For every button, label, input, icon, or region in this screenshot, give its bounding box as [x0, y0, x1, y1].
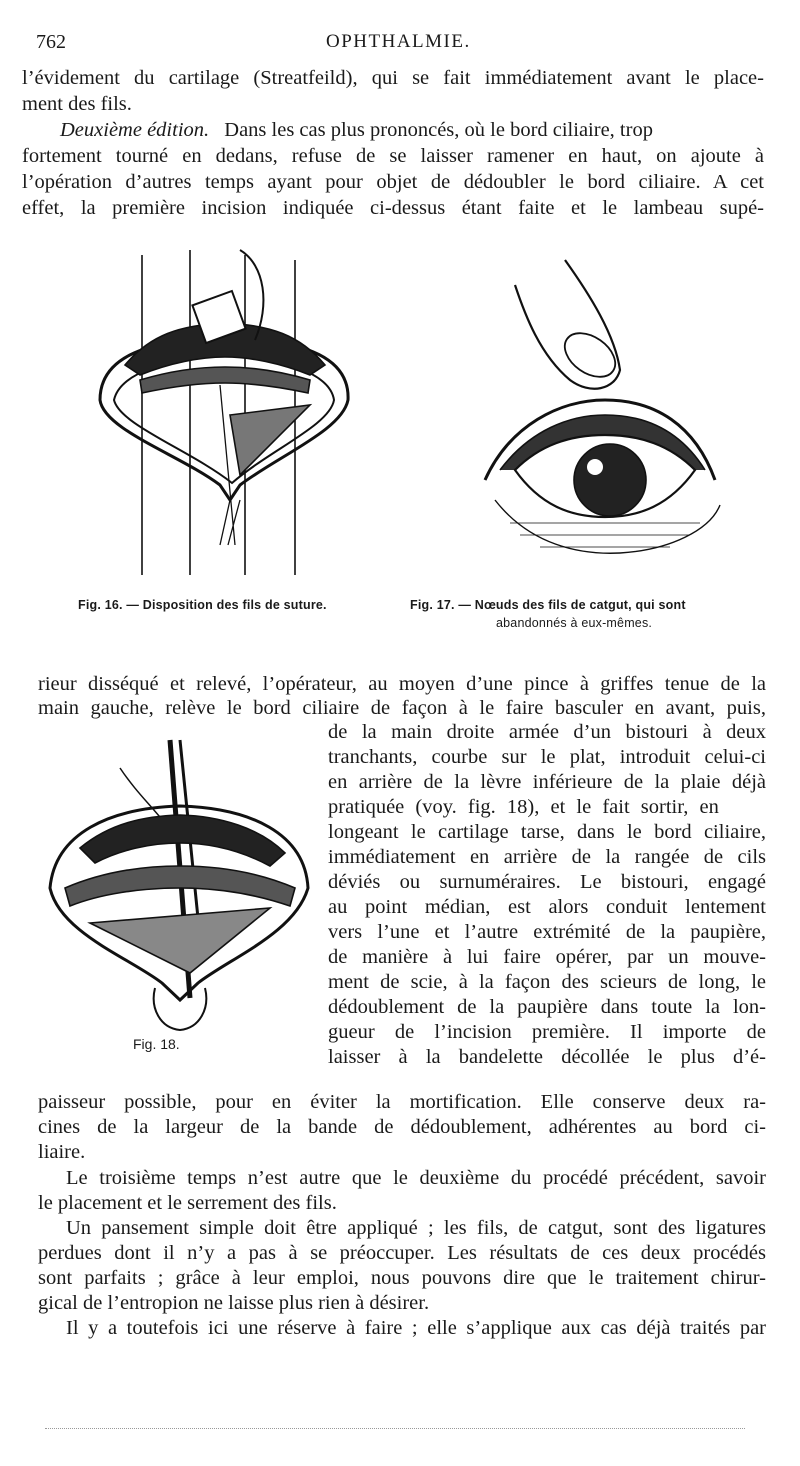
text-line: effet, la première incision indiquée ci-dessus étant faite et le lambeau supé-: [22, 197, 764, 219]
text-line: main gauche, relève le bord ciliaire de façon à le faire basculer en avant, puis,: [38, 697, 766, 719]
page-bottom-rule: [45, 1428, 745, 1429]
text-line-with-prefix: [328, 795, 766, 819]
text-line: Le troisième temps n’est autre que le deuxième du procédé précédent, savoir: [66, 1167, 766, 1189]
after-figure-lines: [38, 1090, 766, 1170]
text-line: au point médian, est alors conduit lentement: [328, 896, 766, 918]
narrow-text-column: [328, 720, 766, 1080]
running-title: OPHTHALMIE.: [326, 31, 471, 52]
text-line: l’évidement du cartilage (Streatfeild), qui se fait immédiatement avant le place-: [22, 67, 764, 89]
text-line: ment des fils.: [22, 93, 132, 115]
text-line: vers l’une et l’autre extrémité de la paupière,: [328, 921, 766, 943]
text-line: dédoublement de la paupière dans toute la lon-: [328, 996, 766, 1018]
running-header: [36, 30, 766, 56]
text-line: liaire.: [38, 1141, 86, 1163]
fig17-caption-line1: Fig. 17. — Nœuds des fils de catgut, qui sont: [410, 598, 686, 612]
fig17-caption-line2: abandonnés à eux-mêmes.: [496, 616, 653, 630]
text-line: perdues dont il n’y a pas à se préoccuper. Les résultats de ces deux procédés: [38, 1242, 766, 1264]
text-line: ment de scie, à la façon des scieurs de long, le: [328, 971, 766, 993]
italic-lead: Deuxième édition.: [60, 119, 210, 141]
text-line: cines de la largeur de la bande de dédoublement, adhérentes au bord ci-: [38, 1116, 766, 1138]
text-span: (voy. fig. 18), et le fait sortir, en: [415, 796, 719, 818]
text-line: laisser à la bandelette décollée le plus d’é-: [328, 1046, 766, 1068]
text-line: tranchants, courbe sur le plat, introduit celui-ci: [328, 746, 766, 768]
fig18-caption: Fig. 18.: [133, 1036, 180, 1052]
text-line: rieur disséqué et relevé, l’opérateur, au moyen d’une pince à griffes tenue de la: [38, 673, 766, 695]
fig16-illustration: [80, 245, 370, 585]
text-span: pratiquée: [328, 796, 405, 818]
text-line: Il y a toutefois ici une réserve à faire ; elle s’applique aux cas déjà traités par: [66, 1317, 766, 1339]
fig16-caption: Fig. 16. — Disposition des fils de suture.: [78, 598, 327, 612]
text-line: sont parfaits ; grâce à leur emploi, nous pouvons dire que le traitement chirur-: [38, 1267, 766, 1289]
text-line: gical de l’entropion ne laisse plus rien à désirer.: [38, 1292, 430, 1314]
top-paragraph: [22, 66, 764, 226]
text-line: Un pansement simple doit être appliqué ; les fils, de catgut, sont des ligatures: [66, 1217, 766, 1239]
bottom-paragraphs: [38, 1166, 766, 1366]
text-line: de la main droite armée d’un bistouri à deux: [328, 721, 766, 743]
text-line: fortement tourné en dedans, refuse de se laisser ramener en haut, on ajoute à: [22, 145, 764, 167]
text-line: paisseur possible, pour en éviter la mortification. Elle conserve deux ra-: [38, 1091, 766, 1113]
text-line: immédiatement en arrière de la rangée de cils: [328, 846, 766, 868]
text-line-with-lead: [60, 118, 764, 142]
fig17-illustration: [470, 255, 730, 585]
text-line: de manière à lui faire opérer, par un mouve-: [328, 946, 766, 968]
fig18-illustration: [40, 738, 320, 1038]
text-line: en arrière de la lèvre inférieure de la plaie déjà: [328, 771, 766, 793]
text-line: gueur de l’incision première. Il importe de: [328, 1021, 766, 1043]
text-line: le placement et le serrement des fils.: [38, 1192, 337, 1214]
page-number: 762: [36, 31, 66, 53]
text-line: l’opération d’autres temps ayant pour objet de dédoubler le bord ciliaire. A cet: [22, 171, 764, 193]
text-line: longeant le cartilage tarse, dans le bord ciliaire,: [328, 821, 766, 843]
text-span: Dans les cas plus prononcés, où le bord ciliaire, trop: [224, 119, 653, 141]
text-line: déviés ou surnuméraires. Le bistouri, engagé: [328, 871, 766, 893]
